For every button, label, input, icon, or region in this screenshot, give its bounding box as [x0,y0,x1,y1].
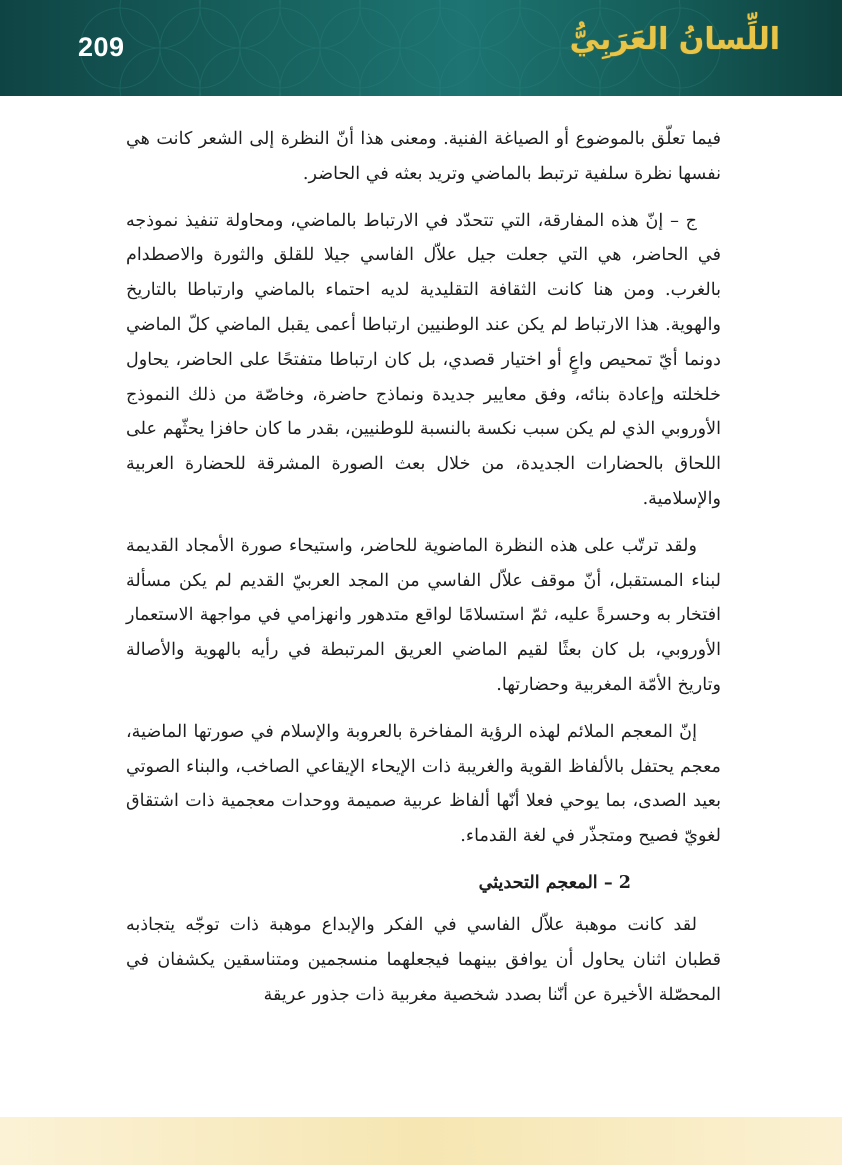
paragraph: إنّ المعجم الملائم لهذه الرؤية المفاخرة بالعروبة والإسلام في صورتها الماضية، معجم يحتفل بالألفاظ القوية والغريبة ذات الإيحاء الإيقاعي الصاخب، والبناء الصوتي بعيد الصدى، بما يوحي فعلا أنّها ألفاظ عربية صميمة ووحدات معجمية ذات اشتقاق لغويّ فصيح ومتجذّر في لغة القدماء. [126,721,721,847]
paragraph: لقد كانت موهبة علاّل الفاسي في الفكر والإبداع موهبة ذات توجّه يتجاذبه قطبان اثنان يحاول أن يوافق بينهما فيجعلهما منسجمين ومتناسقين يكشفان في المحصّلة الأخيرة عن أنّنا بصدد شخصية مغربية ذات جذور عريقة [126,914,721,1005]
article-body [126,122,721,1024]
journal-logo: اللِّسانُ العَرَبِيُّ [569,22,780,57]
page-footer-band [0,1117,842,1165]
page-header [0,0,842,96]
page-number: 209 [78,32,125,62]
paragraph: فيما تعلّق بالموضوع أو الصياغة الفنية. ومعنى هذا أنّ النظرة إلى الشعر كانت هي نفسها نظرة سلفية ترتبط بالماضي وتريد بعثه في الحاضر. [126,129,721,184]
paragraph: ج – إنّ هذه المفارقة، التي تتحدّد في الارتباط بالماضي، ومحاولة تنفيذ نموذجه في الحاضر، هي التي جعلت جيل علاّل الفاسي جيلا للقلق والثورة والاصطدام بالغرب. ومن هنا كانت الثقافة التقليدية لديه احتماء بالماضي وارتباطا بالتاريخ والهوية. هذا الارتباط لم يكن عند الوطنيين ارتباطا أعمى يقبل الماضي كلّ الماضي دونما أيّ تمحيص واعٍ أو اختيار قصدي، بل كان ارتباطا متفتحًا على الحاضر، يحاول خلخلته وإعادة بنائه، وفق معايير جديدة ونماذج حاضرة، وخاصّة من ذلك النموذج الأوروبي الذي لم يكن سبب نكسة بالنسبة للوطنيين، بقدر ما كان حافزا يحثّهم على اللحاق بالحضارات الجديدة، من خلال بعث الصورة المشرقة للحضارة العربية والإسلامية. [126,210,721,509]
paragraph: ولقد ترتّب على هذه النظرة الماضوية للحاضر، واستيحاء صورة الأمجاد القديمة لبناء المستقبل، أنّ موقف علاّل الفاسي من المجد العربيّ القديم لم يكن مسألة افتخار به وحسرةً عليه، ثمّ استسلامًا لواقع متدهور وانهزامي في مواجهة الاستعمار الأوروبي، بل كان بعثًا لقيم الماضي العريق المرتبطة في رأيه بالهوية والأصالة وتاريخ الأمّة المغربية وحضارتها. [126,535,721,695]
section-heading: 2 – المعجم التحديثي [478,871,631,893]
